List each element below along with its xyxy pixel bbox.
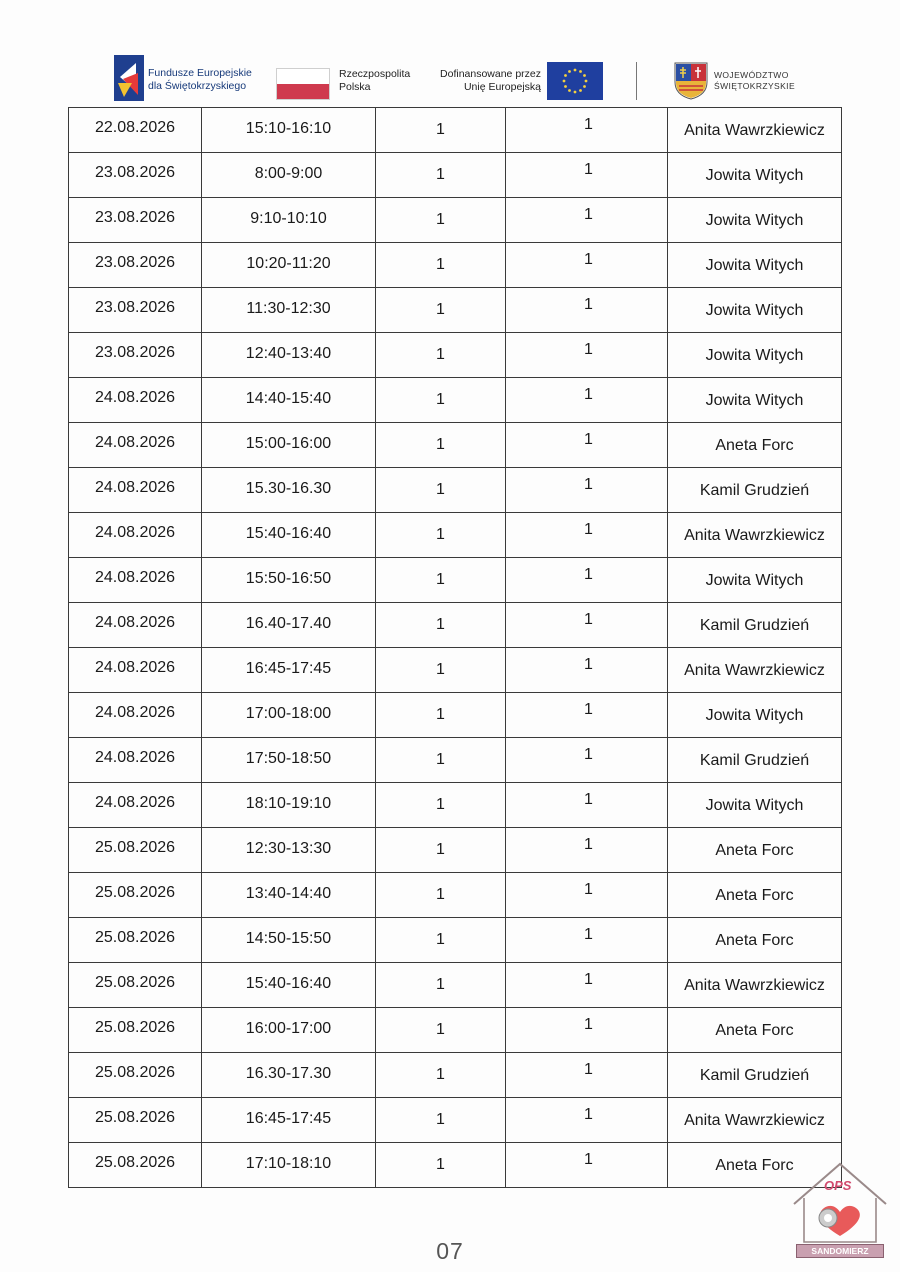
date-cell [69, 108, 202, 153]
time-cell [202, 1008, 376, 1053]
time-cell-text: 17:10-18:10 [245, 1155, 332, 1172]
person-cell [668, 558, 842, 603]
date-cell-text: 24.08.2026 [94, 569, 176, 586]
person-cell [668, 918, 842, 963]
date-cell-text: 25.08.2026 [94, 1154, 176, 1171]
time-cell [202, 378, 376, 423]
count-cell [376, 873, 506, 918]
quantity-cell [506, 783, 668, 828]
time-cell [202, 108, 376, 153]
count-cell [376, 243, 506, 288]
time-cell [202, 333, 376, 378]
count-cell-text: 1 [436, 211, 445, 228]
table-row [69, 333, 842, 378]
person-cell [668, 738, 842, 783]
quantity-cell [506, 918, 668, 963]
stamp-bottom-text: SANDOMIERZ [796, 1244, 884, 1258]
quantity-cell [506, 423, 668, 468]
time-cell [202, 513, 376, 558]
table-row [69, 1053, 842, 1098]
date-cell-text: 24.08.2026 [94, 479, 176, 496]
date-cell-text: 25.08.2026 [94, 1019, 176, 1036]
count-cell-text: 1 [436, 526, 445, 543]
table-row [69, 783, 842, 828]
person-cell [668, 108, 842, 153]
quantity-cell [506, 1143, 668, 1188]
time-cell [202, 1098, 376, 1143]
person-cell-text: Jowita Witych [705, 212, 804, 229]
quantity-cell-text: 1 [584, 206, 593, 223]
date-cell [69, 378, 202, 423]
person-cell [668, 153, 842, 198]
person-cell-text: Anita Wawrzkiewicz [684, 977, 825, 994]
quantity-cell [506, 153, 668, 198]
time-cell [202, 828, 376, 873]
logo-rp-line2: Polska [339, 81, 371, 93]
count-cell-text: 1 [436, 751, 445, 768]
date-cell-text: 25.08.2026 [94, 974, 176, 991]
person-cell [668, 423, 842, 468]
count-cell-text: 1 [436, 1111, 445, 1128]
person-cell-text: Kamil Grudzień [699, 752, 810, 769]
person-cell [668, 963, 842, 1008]
person-cell [668, 873, 842, 918]
count-cell-text: 1 [436, 481, 445, 498]
person-cell-text: Aneta Forc [715, 1022, 794, 1039]
count-cell [376, 738, 506, 783]
date-cell [69, 963, 202, 1008]
quantity-cell-text: 1 [584, 386, 593, 403]
person-cell-text: Anita Wawrzkiewicz [684, 662, 825, 679]
quantity-cell-text: 1 [584, 1151, 593, 1168]
time-cell-text: 11:30-12:30 [246, 300, 331, 317]
date-cell [69, 873, 202, 918]
table-row [69, 1098, 842, 1143]
person-cell-text: Jowita Witych [705, 347, 804, 364]
person-cell-text: Kamil Grudzień [699, 1067, 810, 1084]
date-cell-text: 25.08.2026 [94, 1064, 176, 1081]
count-cell-text: 1 [436, 571, 445, 588]
person-cell-text: Aneta Forc [715, 437, 794, 454]
time-cell [202, 1143, 376, 1188]
person-cell-text: Aneta Forc [715, 887, 794, 904]
person-cell [668, 648, 842, 693]
date-cell [69, 198, 202, 243]
date-cell-text: 24.08.2026 [94, 524, 176, 541]
person-cell [668, 378, 842, 423]
date-cell-text: 23.08.2026 [94, 344, 176, 361]
ops-sandomierz-stamp [790, 1160, 890, 1264]
count-cell-text: 1 [436, 301, 445, 318]
count-cell-text: 1 [436, 256, 445, 273]
count-cell-text: 1 [436, 661, 445, 678]
count-cell-text: 1 [436, 796, 445, 813]
quantity-cell-text: 1 [584, 251, 593, 268]
table-row [69, 423, 842, 468]
logo-wojewodztwo-swietokrzyskie [674, 62, 804, 102]
person-cell-text: Aneta Forc [715, 1157, 794, 1174]
count-cell-text: 1 [436, 1156, 445, 1173]
eu-flag-icon [547, 62, 603, 100]
time-cell [202, 873, 376, 918]
time-cell-text: 15:40-16:40 [245, 975, 332, 992]
quantity-cell [506, 468, 668, 513]
quantity-cell [506, 333, 668, 378]
quantity-cell [506, 603, 668, 648]
time-cell [202, 603, 376, 648]
time-cell-text: 15.30-16.30 [245, 480, 332, 497]
date-cell-text: 23.08.2026 [94, 164, 176, 181]
logo-rp-line1: Rzeczpospolita [339, 68, 411, 80]
quantity-cell-text: 1 [584, 521, 593, 538]
person-cell-text: Jowita Witych [705, 797, 804, 814]
date-cell [69, 603, 202, 648]
quantity-cell-text: 1 [584, 341, 593, 358]
date-cell-text: 24.08.2026 [94, 434, 176, 451]
count-cell [376, 378, 506, 423]
quantity-cell-text: 1 [584, 656, 593, 673]
time-cell-text: 15:40-16:40 [245, 525, 332, 542]
logo-ue-line1: Dofinansowane przez [440, 68, 541, 80]
count-cell [376, 963, 506, 1008]
date-cell-text: 23.08.2026 [94, 209, 176, 226]
count-cell [376, 423, 506, 468]
date-cell-text: 24.08.2026 [94, 389, 176, 406]
count-cell [376, 153, 506, 198]
table-row [69, 1143, 842, 1188]
person-cell [668, 1008, 842, 1053]
date-cell [69, 828, 202, 873]
time-cell-text: 15:10-16:10 [245, 120, 332, 137]
date-cell [69, 243, 202, 288]
quantity-cell-text: 1 [584, 971, 593, 988]
count-cell-text: 1 [436, 166, 445, 183]
table-row [69, 693, 842, 738]
quantity-cell-text: 1 [584, 791, 593, 808]
table-row [69, 963, 842, 1008]
schedule-table-body [69, 108, 842, 1188]
date-cell [69, 468, 202, 513]
date-cell [69, 513, 202, 558]
time-cell-text: 16:45-17:45 [245, 1110, 332, 1127]
quantity-cell-text: 1 [584, 116, 593, 133]
time-cell-text: 16.40-17.40 [245, 615, 332, 632]
time-cell [202, 918, 376, 963]
quantity-cell [506, 738, 668, 783]
person-cell [668, 1053, 842, 1098]
quantity-cell-text: 1 [584, 476, 593, 493]
count-cell-text: 1 [436, 931, 445, 948]
person-cell-text: Jowita Witych [705, 167, 804, 184]
date-cell-text: 24.08.2026 [94, 794, 176, 811]
quantity-cell [506, 873, 668, 918]
count-cell [376, 108, 506, 153]
quantity-cell [506, 243, 668, 288]
quantity-cell-text: 1 [584, 701, 593, 718]
header-divider [636, 62, 637, 100]
time-cell-text: 9:10-10:10 [250, 210, 327, 227]
count-cell-text: 1 [436, 121, 445, 138]
count-cell [376, 513, 506, 558]
quantity-cell-text: 1 [584, 746, 593, 763]
date-cell [69, 1143, 202, 1188]
date-cell-text: 24.08.2026 [94, 704, 176, 721]
count-cell-text: 1 [436, 436, 445, 453]
quantity-cell-text: 1 [584, 431, 593, 448]
date-cell-text: 25.08.2026 [94, 839, 176, 856]
person-cell-text: Anita Wawrzkiewicz [684, 1112, 825, 1129]
date-cell-text: 25.08.2026 [94, 884, 176, 901]
time-cell-text: 16.30-17.30 [245, 1065, 332, 1082]
count-cell [376, 468, 506, 513]
person-cell-text: Kamil Grudzień [699, 482, 810, 499]
count-cell [376, 198, 506, 243]
date-cell [69, 1008, 202, 1053]
count-cell [376, 288, 506, 333]
person-cell-text: Jowita Witych [705, 572, 804, 589]
count-cell-text: 1 [436, 1066, 445, 1083]
date-cell [69, 288, 202, 333]
time-cell [202, 423, 376, 468]
person-cell [668, 693, 842, 738]
time-cell-text: 10:20-11:20 [246, 255, 331, 272]
person-cell [668, 333, 842, 378]
time-cell-text: 16:00-17:00 [245, 1020, 332, 1037]
person-cell [668, 783, 842, 828]
person-cell-text: Jowita Witych [705, 257, 804, 274]
table-row [69, 378, 842, 423]
table-row [69, 513, 842, 558]
person-cell-text: Jowita Witych [705, 392, 804, 409]
quantity-cell-text: 1 [584, 1106, 593, 1123]
count-cell [376, 1053, 506, 1098]
quantity-cell [506, 1098, 668, 1143]
person-cell-text: Jowita Witych [705, 302, 804, 319]
table-row [69, 1008, 842, 1053]
logo-unia-europejska [433, 62, 603, 102]
time-cell [202, 288, 376, 333]
date-cell-text: 25.08.2026 [94, 1109, 176, 1126]
count-cell [376, 783, 506, 828]
person-cell-text: Jowita Witych [705, 707, 804, 724]
date-cell [69, 558, 202, 603]
table-row [69, 603, 842, 648]
quantity-cell [506, 693, 668, 738]
time-cell-text: 15:00-16:00 [245, 435, 332, 452]
count-cell [376, 648, 506, 693]
date-cell [69, 1053, 202, 1098]
table-row [69, 243, 842, 288]
count-cell [376, 1098, 506, 1143]
logo-ue-text [421, 68, 541, 94]
quantity-cell [506, 1008, 668, 1053]
count-cell-text: 1 [436, 346, 445, 363]
quantity-cell [506, 513, 668, 558]
person-cell [668, 603, 842, 648]
quantity-cell [506, 648, 668, 693]
table-row [69, 108, 842, 153]
person-cell [668, 468, 842, 513]
table-row [69, 198, 842, 243]
table-row [69, 468, 842, 513]
logo-ue-line2: Unię Europejską [463, 81, 541, 93]
quantity-cell [506, 198, 668, 243]
table-row [69, 648, 842, 693]
person-cell [668, 288, 842, 333]
time-cell-text: 14:40-15:40 [245, 390, 332, 407]
count-cell [376, 558, 506, 603]
table-row [69, 558, 842, 603]
quantity-cell-text: 1 [584, 296, 593, 313]
table-row [69, 738, 842, 783]
date-cell [69, 783, 202, 828]
quantity-cell-text: 1 [584, 836, 593, 853]
time-cell [202, 243, 376, 288]
quantity-cell-text: 1 [584, 161, 593, 178]
date-cell [69, 738, 202, 783]
page-header [0, 0, 900, 108]
count-cell [376, 828, 506, 873]
page-number: 07 [436, 1238, 464, 1264]
logo-sw-line2: ŚWIĘTOKRZYSKIE [714, 81, 796, 91]
time-cell [202, 783, 376, 828]
time-cell-text: 12:30-13:30 [245, 840, 332, 857]
time-cell [202, 648, 376, 693]
date-cell-text: 23.08.2026 [94, 299, 176, 316]
time-cell [202, 1053, 376, 1098]
quantity-cell [506, 963, 668, 1008]
count-cell [376, 1143, 506, 1188]
count-cell-text: 1 [436, 841, 445, 858]
time-cell-text: 15:50-16:50 [245, 570, 332, 587]
time-cell-text: 17:00-18:00 [245, 705, 332, 722]
logo-fe-text [148, 67, 252, 93]
date-cell-text: 23.08.2026 [94, 254, 176, 271]
quantity-cell [506, 378, 668, 423]
quantity-cell [506, 288, 668, 333]
time-cell-text: 16:45-17:45 [245, 660, 332, 677]
date-cell-text: 24.08.2026 [94, 659, 176, 676]
count-cell [376, 1008, 506, 1053]
time-cell-text: 12:40-13:40 [245, 345, 332, 362]
count-cell [376, 918, 506, 963]
time-cell-text: 8:00-9:00 [254, 165, 323, 182]
logo-fe-line1: Fundusze Europejskie [148, 67, 252, 79]
date-cell-text: 24.08.2026 [94, 614, 176, 631]
time-cell [202, 963, 376, 1008]
count-cell [376, 693, 506, 738]
logo-sw-line1: WOJEWÓDZTWO [714, 70, 789, 80]
date-cell [69, 333, 202, 378]
count-cell-text: 1 [436, 976, 445, 993]
count-cell-text: 1 [436, 616, 445, 633]
quantity-cell [506, 1053, 668, 1098]
quantity-cell-text: 1 [584, 1016, 593, 1033]
table-row [69, 153, 842, 198]
logo-rzeczpospolita [276, 62, 426, 102]
person-cell [668, 1098, 842, 1143]
person-cell [668, 243, 842, 288]
coat-of-arms-icon [674, 62, 708, 100]
table-row [69, 918, 842, 963]
date-cell [69, 918, 202, 963]
time-cell [202, 558, 376, 603]
logo-sw-text [714, 70, 795, 92]
date-cell [69, 153, 202, 198]
time-cell [202, 468, 376, 513]
person-cell-text: Aneta Forc [715, 932, 794, 949]
table-row [69, 873, 842, 918]
count-cell [376, 333, 506, 378]
quantity-cell [506, 558, 668, 603]
date-cell [69, 423, 202, 468]
stamp-top-text: OPS [824, 1178, 852, 1193]
count-cell-text: 1 [436, 1021, 445, 1038]
table-row [69, 288, 842, 333]
logo-rp-text [339, 68, 410, 94]
person-cell-text: Anita Wawrzkiewicz [684, 122, 825, 139]
quantity-cell-text: 1 [584, 1061, 593, 1078]
count-cell [376, 603, 506, 648]
time-cell-text: 17:50-18:50 [245, 750, 332, 767]
person-cell-text: Aneta Forc [715, 842, 794, 859]
polish-flag-icon [276, 68, 330, 100]
time-cell-text: 18:10-19:10 [245, 795, 332, 812]
date-cell [69, 648, 202, 693]
count-cell-text: 1 [436, 391, 445, 408]
person-cell-text: Kamil Grudzień [699, 617, 810, 634]
fe-star-icon [114, 55, 144, 101]
time-cell [202, 153, 376, 198]
date-cell-text: 24.08.2026 [94, 749, 176, 766]
quantity-cell-text: 1 [584, 566, 593, 583]
quantity-cell [506, 828, 668, 873]
person-cell [668, 198, 842, 243]
logo-fundusze-europejskie [114, 55, 264, 103]
date-cell-text: 25.08.2026 [94, 929, 176, 946]
logo-fe-line2: dla Świętokrzyskiego [148, 80, 247, 92]
person-cell [668, 513, 842, 558]
time-cell [202, 198, 376, 243]
count-cell-text: 1 [436, 706, 445, 723]
date-cell-text: 22.08.2026 [94, 119, 176, 136]
date-cell [69, 1098, 202, 1143]
time-cell [202, 738, 376, 783]
time-cell-text: 14:50-15:50 [245, 930, 332, 947]
person-cell-text: Anita Wawrzkiewicz [684, 527, 825, 544]
count-cell-text: 1 [436, 886, 445, 903]
quantity-cell-text: 1 [584, 611, 593, 628]
schedule-table [68, 107, 842, 1188]
quantity-cell-text: 1 [584, 926, 593, 943]
date-cell [69, 693, 202, 738]
table-row [69, 828, 842, 873]
time-cell [202, 693, 376, 738]
person-cell [668, 828, 842, 873]
time-cell-text: 13:40-14:40 [245, 885, 332, 902]
quantity-cell-text: 1 [584, 881, 593, 898]
quantity-cell [506, 108, 668, 153]
